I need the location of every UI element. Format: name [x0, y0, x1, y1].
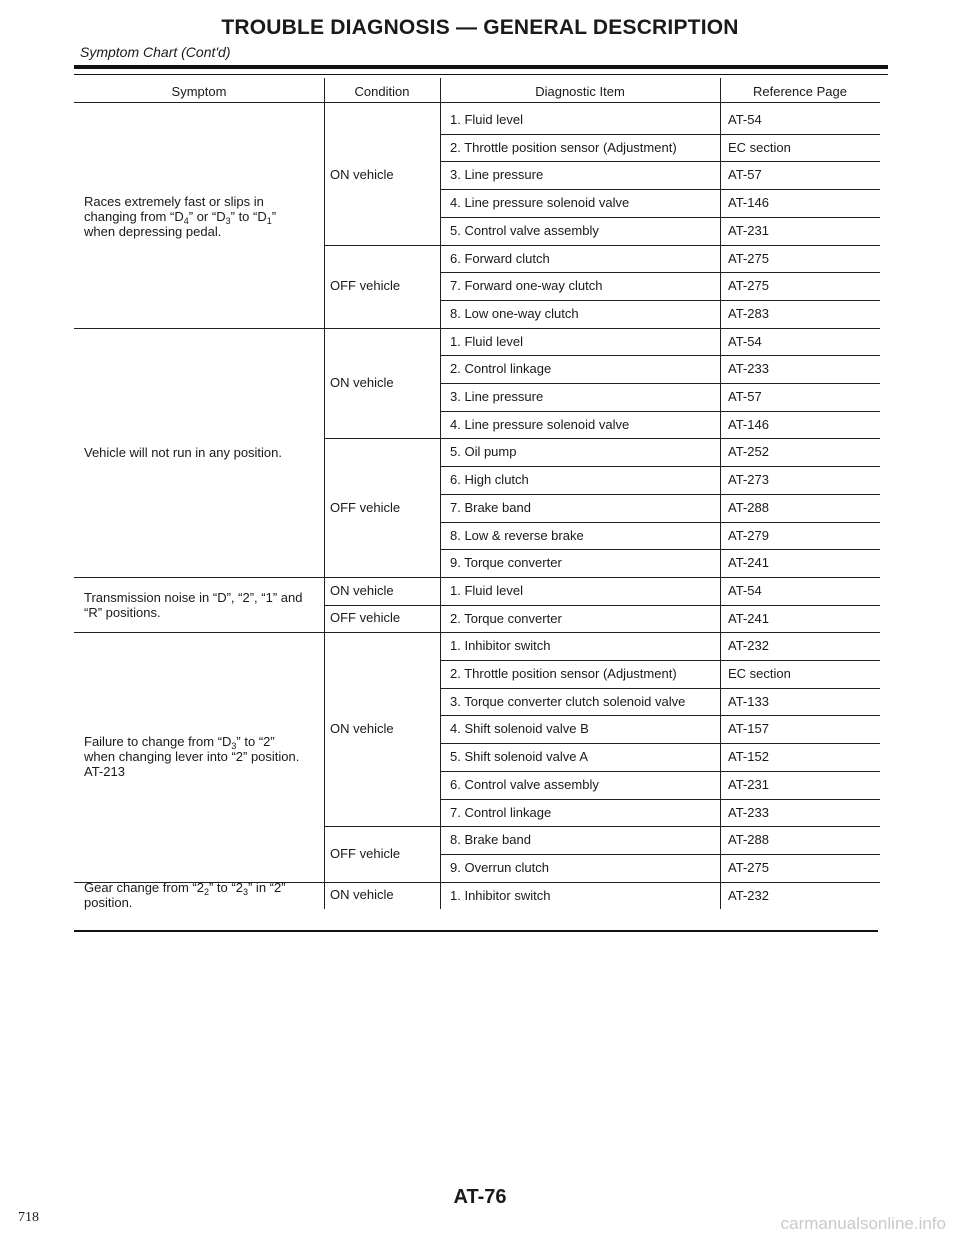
diagnostic-item: 2. Throttle position sensor (Adjustment) [450, 139, 677, 155]
reference-page: AT-152 [728, 749, 769, 765]
column-header-reference-page: Reference Page [753, 84, 847, 99]
condition-label: ON vehicle [330, 887, 394, 903]
reference-page: AT-279 [728, 527, 769, 543]
condition-divider [324, 245, 880, 246]
symptom-text [84, 734, 322, 779]
row-divider [440, 522, 880, 523]
row-divider [440, 189, 880, 190]
reference-page: AT-146 [728, 416, 769, 432]
row-divider [440, 494, 880, 495]
row-divider [440, 466, 880, 467]
row-divider [440, 134, 880, 135]
reference-page: AT-133 [728, 693, 769, 709]
symptom-line: Failure to change from “$D_3$” to “2” [84, 734, 275, 752]
row-divider [440, 355, 880, 356]
diagnostic-item: 6. High clutch [450, 472, 529, 488]
symptom-line: Transmission noise in “D”, “2”, “1” and [84, 589, 303, 605]
diagnostic-item: 8. Low one-way clutch [450, 305, 579, 321]
condition-label: OFF vehicle [330, 278, 401, 294]
row-divider [440, 688, 880, 689]
symptom-line: changing from “$D_4$” or “$D_3$” to “$D_1$” [84, 209, 277, 227]
row-divider [440, 272, 880, 273]
reference-page: EC section [728, 666, 791, 681]
reference-page: AT-57 [728, 389, 762, 404]
diagnostic-item: 2. Throttle position sensor (Adjustment) [450, 666, 677, 681]
diagnostic-item: 4. Line pressure solenoid valve [450, 195, 630, 211]
diagnostic-item: 8. Low & reverse brake [450, 527, 584, 543]
page-number: 718 [18, 1210, 39, 1225]
reference-page: AT-241 [728, 610, 769, 626]
row-divider [440, 161, 880, 162]
reference-page: AT-233 [728, 804, 769, 820]
diagnostic-item: 9. Overrun clutch [450, 859, 549, 875]
reference-page: AT-252 [728, 444, 769, 460]
row-divider [440, 660, 880, 661]
column-header-diagnostic-item: Diagnostic Item [535, 84, 625, 99]
condition-label: OFF vehicle [330, 845, 401, 861]
diagnostic-item: 3. Line pressure [450, 389, 544, 404]
column-header-symptom: Symptom [171, 84, 227, 99]
row-divider [440, 549, 880, 550]
page-label: AT-76 [453, 1186, 507, 1208]
symptom-line: Gear change from “$2_2$” to “$2_3$” in “2” [84, 880, 286, 898]
condition-label: ON vehicle [330, 721, 394, 737]
column-header-condition: Condition [354, 84, 410, 99]
diagnostic-item: 3. Torque converter clutch solenoid valve [450, 693, 686, 709]
condition-label: OFF vehicle [330, 499, 401, 515]
reference-page: AT-241 [728, 555, 769, 571]
diagnostic-item: 1. Inhibitor switch [450, 638, 551, 654]
reference-page: AT-233 [728, 361, 769, 377]
diagnostic-item: 1. Fluid level [450, 112, 523, 127]
diagnostic-item: 1. Fluid level [450, 582, 523, 598]
symptom-text [84, 880, 322, 910]
header-rule-thick [74, 65, 888, 69]
row-divider [440, 383, 880, 384]
column-divider [720, 78, 721, 909]
reference-page: AT-288 [728, 832, 769, 848]
reference-page: AT-146 [728, 195, 769, 211]
diagnostic-item: 5. Shift solenoid valve A [450, 749, 589, 765]
column-divider [324, 78, 325, 909]
symptom-text [84, 445, 322, 460]
row-divider [440, 743, 880, 744]
symptom-line: position. [84, 895, 133, 911]
reference-page: AT-232 [728, 887, 769, 903]
header-rule-thin [74, 74, 888, 75]
reference-page: AT-288 [728, 499, 769, 515]
reference-page: AT-231 [728, 776, 769, 792]
diagnostic-item: 6. Control valve assembly [450, 776, 599, 792]
condition-label: ON vehicle [330, 375, 394, 390]
condition-divider [324, 605, 880, 606]
condition-label: OFF vehicle [330, 610, 401, 626]
diagnostic-item: 6. Forward clutch [450, 250, 550, 266]
reference-page: EC section [728, 139, 791, 155]
reference-page: AT-275 [728, 278, 769, 294]
row-divider [440, 854, 880, 855]
row-divider [440, 715, 880, 716]
row-divider [440, 300, 880, 301]
reference-page: AT-54 [728, 333, 762, 349]
diagnostic-item: 4. Shift solenoid valve B [450, 721, 589, 737]
reference-page: AT-232 [728, 638, 769, 654]
diagnostic-item: 7. Control linkage [450, 804, 552, 820]
reference-page: AT-157 [728, 721, 769, 737]
watermark: carmanualsonline.info [780, 1214, 946, 1233]
diagnostic-item: 2. Torque converter [450, 610, 562, 626]
page-title: TROUBLE DIAGNOSIS — GENERAL DESCRIPTION [221, 16, 739, 39]
condition-label: ON vehicle [330, 582, 394, 598]
group-divider [74, 632, 880, 633]
diagnostic-item: 1. Fluid level [450, 333, 523, 349]
symptom-line: AT-213 [84, 764, 125, 780]
reference-page: AT-54 [728, 582, 762, 598]
condition-divider [324, 438, 880, 439]
diagnostic-item: 5. Oil pump [450, 444, 517, 460]
column-divider [440, 78, 441, 909]
condition-divider [324, 826, 880, 827]
reference-page: AT-54 [728, 112, 762, 127]
reference-page: AT-231 [728, 222, 769, 238]
diagnostic-item: 7. Brake band [450, 499, 531, 515]
page-subtitle: Symptom Chart (Cont'd) [80, 44, 231, 60]
symptom-line: Races extremely fast or slips in [84, 194, 264, 210]
symptom-line: “R” positions. [84, 604, 161, 620]
group-divider [74, 577, 880, 578]
symptom-line: when depressing pedal. [84, 224, 222, 240]
header-divider [74, 102, 880, 103]
row-divider [440, 411, 880, 412]
diagnostic-item: 3. Line pressure [450, 167, 544, 183]
symptom-line: Vehicle will not run in any position. [84, 444, 283, 460]
condition-label: ON vehicle [330, 167, 394, 183]
reference-page: AT-275 [728, 250, 769, 266]
symptom-text [84, 590, 322, 620]
reference-page: AT-283 [728, 305, 769, 321]
reference-page: AT-275 [728, 859, 769, 875]
diagnostic-item: 7. Forward one-way clutch [450, 278, 603, 294]
table-bottom-rule [74, 930, 878, 932]
diagnostic-item: 8. Brake band [450, 832, 531, 848]
group-divider [74, 328, 880, 329]
symptom-text [84, 194, 322, 239]
symptom-line: when changing lever into “2” position. [84, 749, 300, 765]
diagnostic-item: 4. Line pressure solenoid valve [450, 416, 630, 432]
diagnostic-item: 2. Control linkage [450, 361, 552, 377]
diagnostic-item: 5. Control valve assembly [450, 222, 599, 238]
row-divider [440, 799, 880, 800]
diagnostic-item: 9. Torque converter [450, 555, 562, 571]
diagnostic-item: 1. Inhibitor switch [450, 887, 551, 903]
row-divider [440, 217, 880, 218]
reference-page: AT-57 [728, 167, 762, 183]
row-divider [440, 771, 880, 772]
reference-page: AT-273 [728, 472, 769, 488]
